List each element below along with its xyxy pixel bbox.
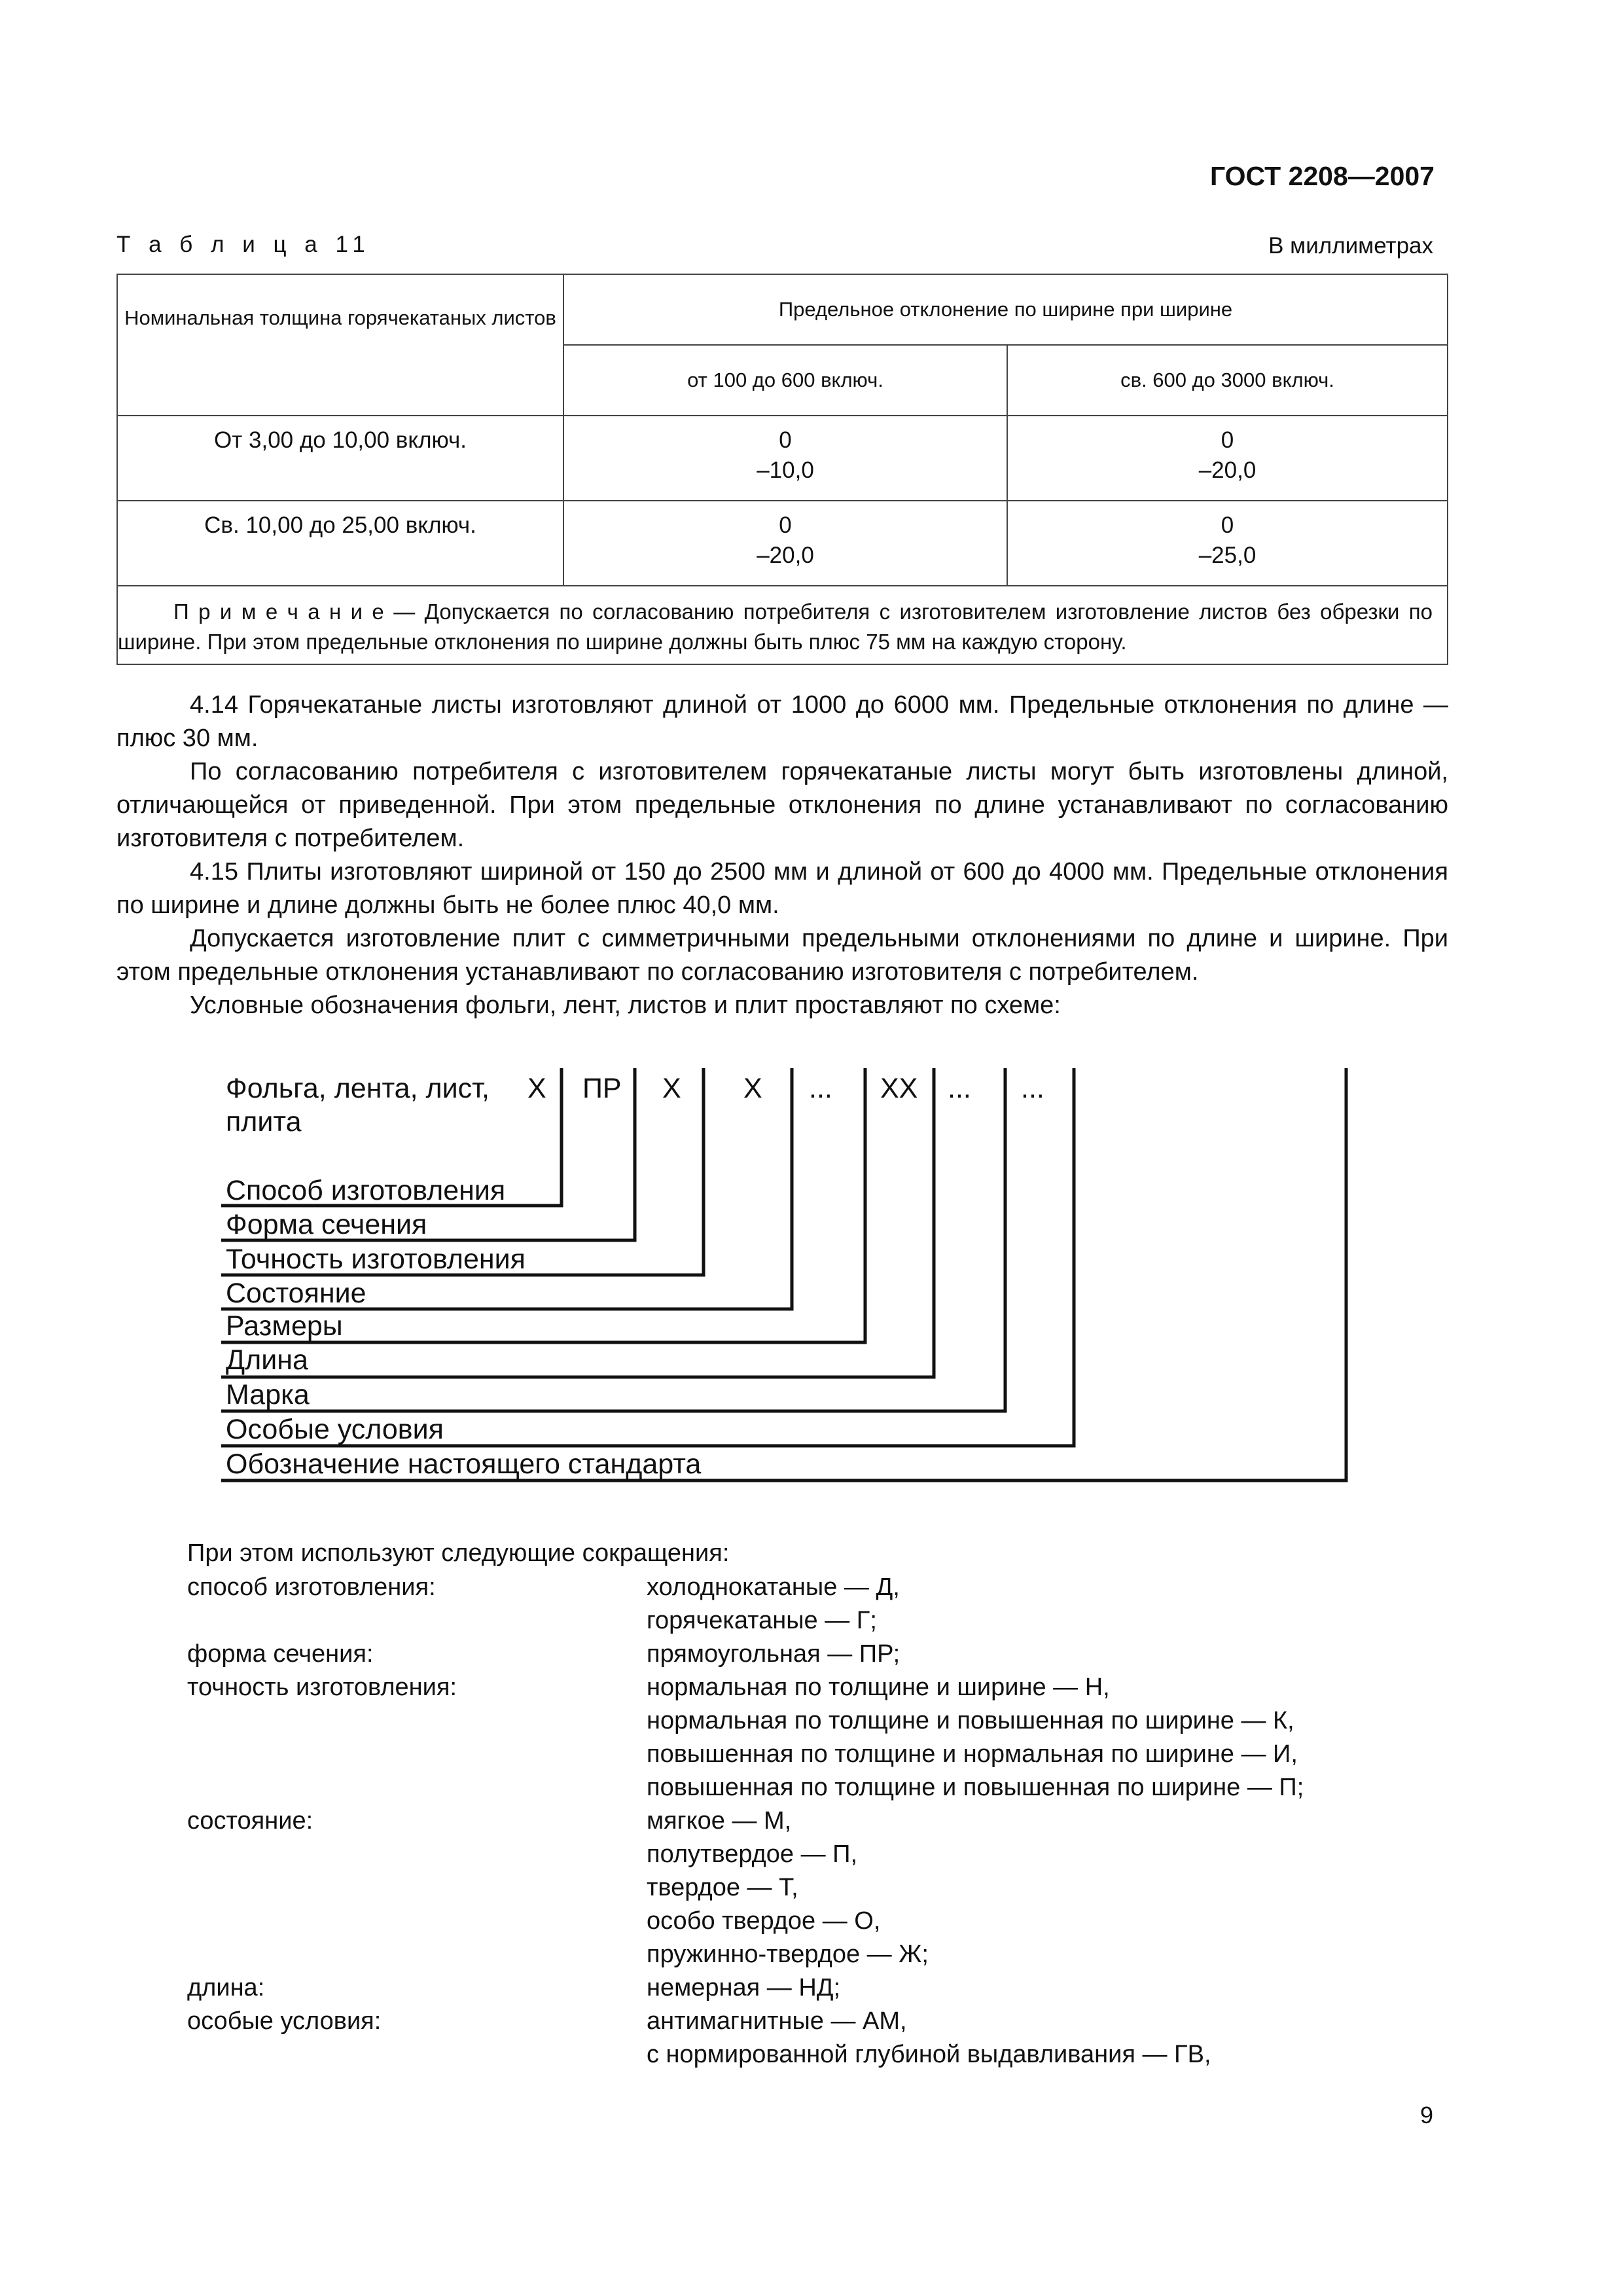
value-top: 0 [1221, 512, 1234, 538]
scheme-label: Состояние [226, 1278, 366, 1309]
paragraph: 4.15 Плиты изготовляют шириной от 150 до 2500 мм и длиной от 600 до 4000 мм. Предельные отклонения по ширине и длине должны быть не более плюс 40,0 мм. [116, 858, 1448, 919]
abbr-value: мягкое — М, [647, 1807, 792, 1835]
scheme-label: Длина [226, 1344, 308, 1376]
abbr-term: точность изготовления: [187, 1674, 457, 1701]
scheme-label: Особые условия [226, 1414, 444, 1445]
abbr-term: форма сечения: [187, 1640, 374, 1668]
sub-header-2: св. 600 до 3000 включ. [1007, 345, 1448, 416]
abbr-value: особо твердое — О, [647, 1907, 881, 1935]
abbr-value: пружинно-твердое — Ж; [647, 1941, 929, 1968]
abbr-term: длина: [187, 1974, 265, 2001]
scheme-code: Х [662, 1073, 681, 1104]
document-header: ГОСТ 2208—2007 [1209, 161, 1435, 191]
scheme-code: ХХ [880, 1073, 918, 1104]
scheme-code: ... [948, 1073, 971, 1104]
paragraph: Условные обозначения фольги, лент, листов и плит проставляют по схеме: [190, 992, 1061, 1019]
abbr-value: твердое — Т, [647, 1874, 798, 1901]
abbr-value: прямоугольная — ПР; [647, 1640, 901, 1668]
table-unit: В миллиметрах [1268, 233, 1433, 259]
abbr-value: нормальная по толщине и повышенная по ширине — К, [647, 1707, 1294, 1734]
row-label: От 3,00 до 10,00 включ. [117, 416, 563, 501]
scheme-label: Обозначение настоящего стандарта [226, 1448, 702, 1480]
abbr-value: с нормированной глубиной выдавливания — ГВ, [647, 2041, 1211, 2068]
scheme-title-line2: плита [226, 1106, 302, 1138]
scheme-label: Способ изготовления [226, 1175, 506, 1206]
note-label: П р и м е ч а н и е [173, 600, 384, 624]
scheme-title-line1: Фольга, лента, лист, [226, 1073, 490, 1104]
page-number: 9 [1419, 2102, 1433, 2128]
value-bottom: –25,0 [1198, 543, 1257, 568]
scheme-code: ПР [582, 1073, 622, 1104]
value-top: 0 [779, 427, 792, 453]
abbr-value: холоднокатаные — Д, [647, 1573, 900, 1601]
abbreviations-intro: При этом используют следующие сокращения: [187, 1539, 730, 1567]
abbr-term: особые условия: [187, 2007, 382, 2035]
scheme-code: ... [1021, 1073, 1044, 1104]
note-text: — Допускается по согласованию потребителя с изготовителем изготовление листов без обрезки по ширине. При этом предельные отклонения по ширине должны быть плюс 75 мм на каждую сторону. [118, 600, 1433, 654]
scheme-label: Форма сечения [226, 1209, 427, 1240]
scheme-code: Х [527, 1073, 546, 1104]
scheme-code: ... [809, 1073, 832, 1104]
value-bottom: –10,0 [757, 457, 814, 483]
scheme-label: Точность изготовления [226, 1244, 526, 1275]
value-bottom: –20,0 [757, 543, 814, 568]
table-caption: Т а б л и ц а 11 [116, 232, 371, 257]
abbr-value: немерная — НД; [647, 1974, 841, 2001]
scheme-code: Х [743, 1073, 762, 1104]
value-top: 0 [779, 512, 792, 538]
row-label: Св. 10,00 до 25,00 включ. [117, 501, 563, 586]
paragraph: Допускается изготовление плит с симметричными предельными отклонениями по длине и ширине. При этом предельные отклонения устанавливают по согласованию изготовителя с потребителем. [116, 925, 1448, 986]
abbr-value: горячекатаные — Г; [647, 1607, 877, 1634]
group-header: Предельное отклонение по ширине при ширине [563, 274, 1448, 345]
sub-header-1: от 100 до 600 включ. [563, 345, 1007, 416]
value-top: 0 [1221, 427, 1234, 453]
col1-header-text: Номинальная толщина горячекатаных листов [124, 306, 556, 329]
abbr-value: антимагнитные — АМ, [647, 2007, 907, 2035]
abbr-term: состояние: [187, 1807, 313, 1835]
abbr-value: повышенная по толщине и нормальная по ширине — И, [647, 1740, 1298, 1768]
paragraph: По согласованию потребителя с изготовителем горячекатаные листы могут быть изготовлены длиной, отличающейся от приведенной. При этом предельные отклонения по длине устанавливают по согласованию изготовителя с потребителем. [116, 758, 1448, 852]
abbr-value: нормальная по толщине и ширине — Н, [647, 1674, 1110, 1701]
abbr-value: повышенная по толщине и повышенная по ширине — П; [647, 1774, 1304, 1801]
scheme-label: Размеры [226, 1310, 343, 1342]
abbr-term: способ изготовления: [187, 1573, 436, 1601]
paragraph: 4.14 Горячекатаные листы изготовляют длиной от 1000 до 6000 мм. Предельные отклонения по длине — плюс 30 мм. [116, 691, 1448, 752]
scheme-label: Марка [226, 1379, 310, 1410]
abbr-value: полутвердое — П, [647, 1840, 858, 1868]
value-bottom: –20,0 [1198, 457, 1257, 483]
